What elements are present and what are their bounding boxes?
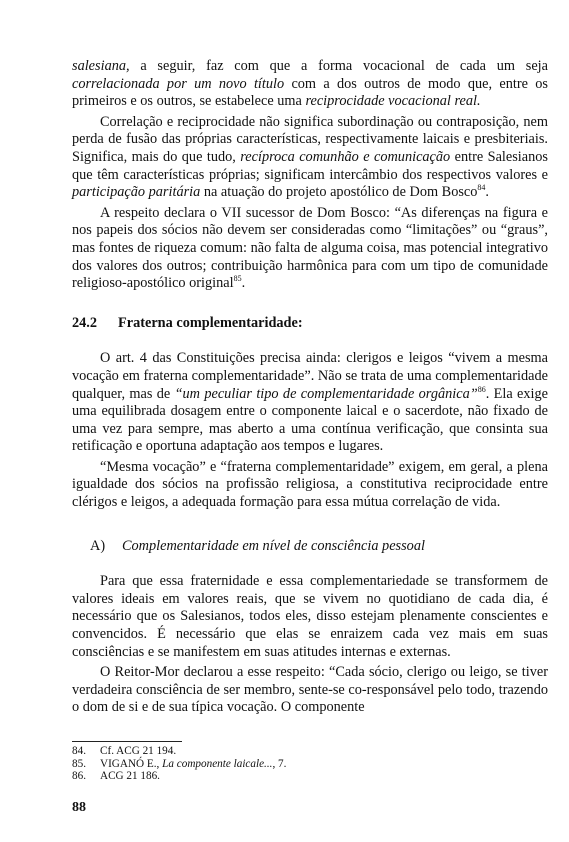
paragraph-7: O Reitor-Mor declarou a esse respeito: “Cada sócio, clerigo ou leigo, se tiver verdadeira consciência de ser membro, sente-se co-responsável pelo todo, trazendo o dom de si e de sua típica vocação. O componente: [72, 664, 548, 716]
section-title: Fraterna complementaridade:: [118, 314, 303, 331]
footnote-ref: 86: [477, 384, 486, 394]
footnote-number: 86.: [72, 770, 86, 783]
text-span: com a dos outros de modo que, entre os primeiros e os outros, se estabelece uma: [72, 75, 548, 110]
text-italic: participação paritária: [72, 184, 201, 201]
text-span: entre Salesianos que têm características próprias; significam intercâmbio dos respectivos valores e: [72, 148, 548, 183]
subsection-heading: [72, 538, 548, 556]
footnote-divider: [72, 741, 182, 742]
section-number: 24.2: [72, 314, 98, 331]
footnote-text: Cf. ACG 21 194.: [100, 745, 177, 757]
paragraph-2: [72, 114, 548, 202]
page-number: 88: [72, 800, 86, 815]
footnotes: [72, 745, 532, 783]
paragraph-3: [72, 205, 548, 293]
footnote-86: [72, 770, 532, 783]
paragraph-4: [72, 350, 548, 456]
text-span: a seguir, faz com que a forma vocacional de cada um seja: [129, 58, 548, 74]
footnote-title: La componente laicale...: [162, 757, 273, 770]
text-italic: recíproca comunhão e comunicação: [240, 148, 451, 165]
text-span: Correlação e reciprocidade não significa subordinação ou contraposição, nem perda de fusão das próprias características, respectivamente laicais e presbiteriais. Significa, mais do que tudo,: [72, 113, 548, 165]
footnote-ref: 85: [233, 274, 242, 284]
paragraph-1: [72, 58, 548, 111]
paragraph-5: “Mesma vocação” e “fraterna complementaridade” exigem, em geral, a plena igualdade dos sócios na profissão religiosa, a constitutiva reciprocidade entre clérigos e leigos, a adequada formação para essa mútua correlação de vida.: [72, 458, 548, 511]
section-heading: [72, 315, 548, 333]
text-span: .: [485, 184, 489, 201]
text-italic: salesiana,: [72, 58, 130, 74]
paragraph-6: Para que essa fraternidade e essa complementariedade se transformem de valores ideais em valores reais, que se vivem no quotidiano de cada dia, é necessário que os Salesianos, todos eles, disso estejam plenamente conscientes e convencidos. É necessário que elas se enraizem cada vez mais em suas consciências e se manifestem em suas atitudes internas e externas.: [72, 573, 548, 660]
footnote-84: [72, 745, 532, 758]
text-italic: reciprocidade vocacional real.: [305, 93, 481, 110]
text-italic: correlacionada por um novo título: [72, 75, 285, 92]
footnote-number: 85.: [72, 757, 86, 770]
text-italic: “um peculiar tipo de complementaridade orgânica”: [174, 385, 478, 402]
footnote-ref: 84: [477, 183, 486, 193]
text-span: . Ela exige uma equilibrada dosagem entre o componente laical e o sacerdote, não fixado de uma vez para sempre, mas aberto a uma contínua verificação, que consinta sua retificação e oportuna adaptação aos tempos e lugares.: [72, 385, 548, 455]
page-body: [72, 58, 548, 717]
text-span: A respeito declara o VII sucessor de Dom Bosco: “As diferenças na figura e nos papeis dos sócios não devem ser consideradas como “limitações” ou “graus”, mas fontes de riqueza comum: não falta de alguma coisa, mas potencial integrativo dos valores dos outros; contribuição harmônica para com um tipo de comunidade religioso-apostólico original: [72, 204, 548, 292]
subsection-label: A): [90, 537, 106, 554]
footnote-text: ACG 21 186.: [100, 770, 160, 783]
text-span: O art. 4 das Constituições precisa ainda: clerigos e leigos “vivem a mesma vocação em fraterna complementaridade”. Não se trata de uma complementaridade qualquer, mas de: [72, 350, 548, 402]
footnote-85: [72, 758, 532, 771]
footnote-author: VIGANÓ E.,: [100, 757, 163, 770]
text-span: na atuação do projeto apostólico de Dom Bosco: [200, 184, 478, 201]
text-span: .: [241, 275, 246, 292]
subsection-title: Complementaridade em nível de consciência pessoal: [122, 537, 425, 554]
footnote-rest: , 7.: [272, 757, 287, 770]
footnote-text: [100, 758, 286, 771]
footnote-number: 84.: [72, 745, 86, 757]
